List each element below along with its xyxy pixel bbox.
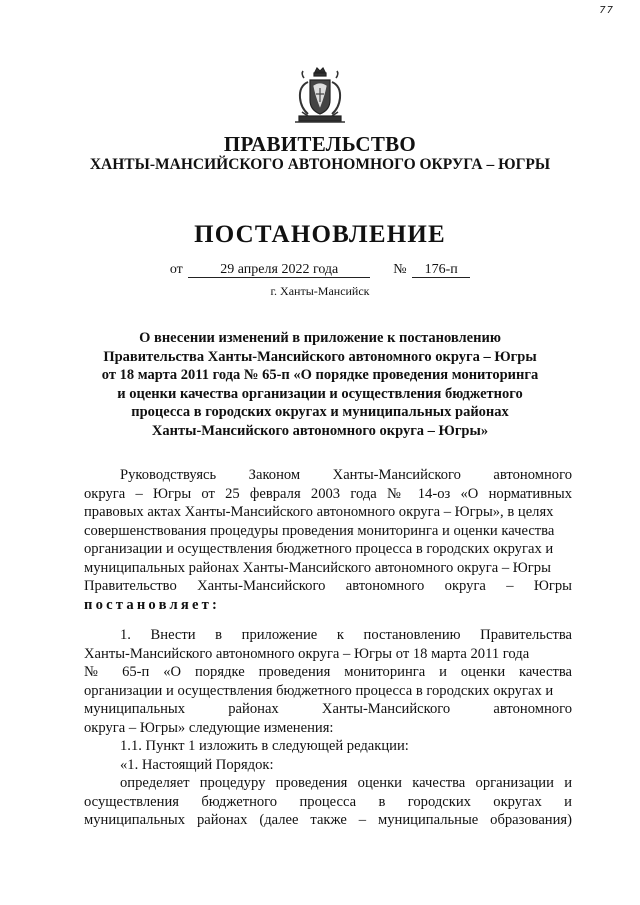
subject-line: от 18 марта 2011 года № 65-п «О порядке проведения мониторинга [101, 367, 539, 384]
subject-line: Ханты-Мансийского автономного округа – Югры» [151, 422, 489, 439]
text-line: Руководствуясь Законом Ханты-Мансийского автономного [120, 467, 572, 483]
text-line: муниципальных районах Ханты-Мансийского автономного округа – Югры [84, 559, 551, 576]
subject-line: и оценки качества организации и осуществления бюджетного [117, 385, 523, 402]
date-from-label: от [169, 262, 183, 277]
document-number: 176-п [412, 263, 470, 278]
subject-line: Правительства Ханты-Мансийского автономного округа – Югры [103, 348, 537, 365]
preamble-paragraph [84, 466, 572, 614]
government-title: ПРАВИТЕЛЬСТВО [223, 132, 417, 156]
text-line: организации и осуществления бюджетного процесса в городских округах и [84, 541, 554, 557]
item-1-paragraph [84, 626, 572, 830]
text-line: 1.1. Пункт 1 изложить в следующей редакции: [120, 738, 409, 754]
text-line: округа – Югры от 25 февраля 2003 года № 14-оз «О нормативных [84, 485, 572, 502]
text-line: муниципальных районах (далее также – муниципальные образования) [84, 812, 572, 828]
subject-line: О внесении изменений в приложение к постановлению [139, 330, 501, 346]
text-line: осуществления бюджетного процесса в городских округах и [84, 793, 572, 810]
coat-of-arms-emblem [291, 66, 349, 126]
date-number-line [0, 262, 640, 278]
text-line: Ханты-Мансийского автономного округа – Югры от 18 марта 2011 года [84, 645, 530, 662]
subject-line: процесса в городских округах и муниципальных районах [131, 404, 509, 421]
text-line: округа – Югры» следующие изменения: [84, 719, 334, 736]
text-line: 1. Внести в приложение к постановлению Правительства [120, 627, 572, 643]
text-line: правовых актах Ханты-Мансийского автономного округа – Югры», в целях [84, 504, 554, 520]
number-label: № [393, 262, 407, 277]
text-line: совершенствования процедуры проведения мониторинга и оценки качества [84, 522, 555, 539]
document-type-title: ПОСТАНОВЛЕНИЕ [194, 221, 446, 248]
document-subject [60, 329, 580, 441]
text-line: Правительство Ханты-Мансийского автономного округа – Югры [84, 578, 572, 594]
text-line: «1. Настоящий Порядок: [120, 756, 274, 773]
corner-handwritten-mark: 77 [599, 5, 614, 16]
city-name: г. Ханты-Мансийск [270, 284, 370, 298]
text-line: определяет процедуру проведения оценки качества организации и [120, 775, 572, 791]
resolves-word: постановляет: [84, 596, 221, 613]
document-date: 29 апреля 2022 года [188, 263, 370, 278]
region-title: ХАНТЫ-МАНСИЙСКОГО АВТОНОМНОГО ОКРУГА – ЮГРЫ [89, 156, 551, 173]
text-line: муниципальных районах Ханты-Мансийского автономного [84, 701, 572, 717]
text-line: организации и осуществления бюджетного процесса в городских округах и [84, 682, 554, 699]
text-line: № 65-п «О порядке проведения мониторинга и оценки качества [84, 664, 572, 680]
